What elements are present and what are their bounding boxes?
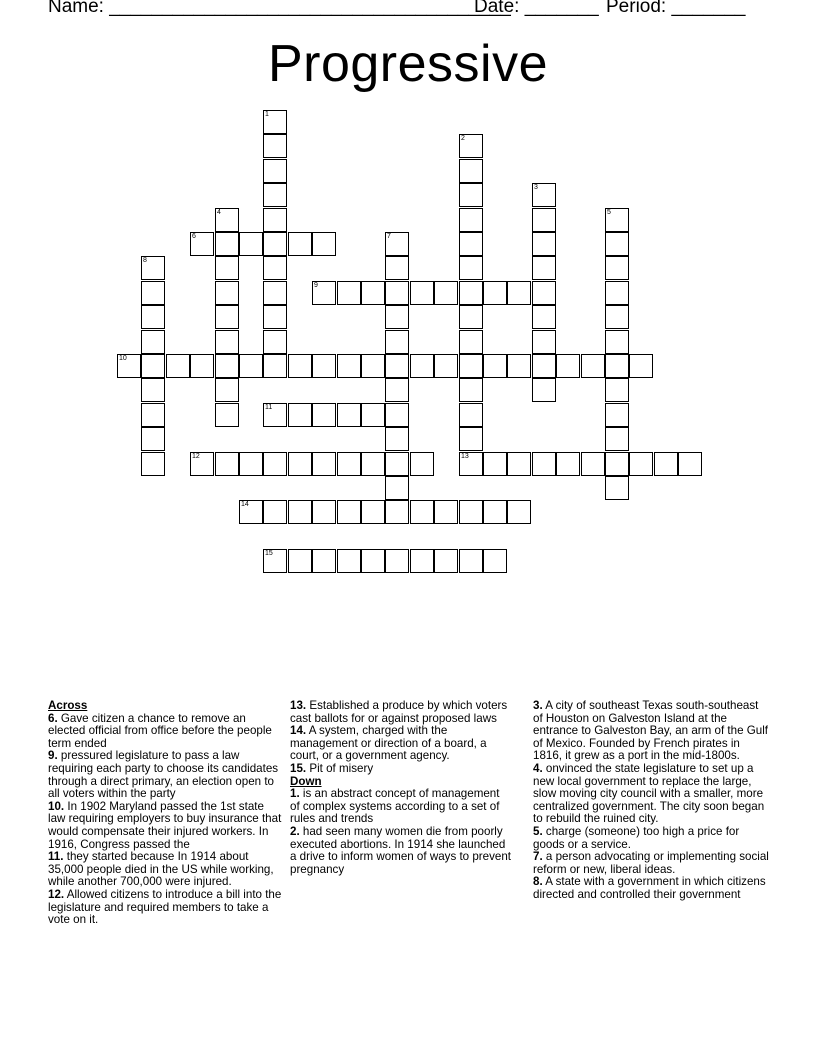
- clue-text: charge (someone) too high a price for goods or a service.: [533, 824, 740, 851]
- grid-cell[interactable]: [385, 281, 409, 305]
- grid-cell[interactable]: [459, 378, 483, 402]
- grid-cell[interactable]: [337, 452, 361, 476]
- clue-across-14: [290, 725, 512, 763]
- grid-cell[interactable]: [532, 378, 556, 402]
- clues-column-2: [290, 700, 512, 876]
- grid-cell[interactable]: [263, 549, 287, 573]
- clue-down-2: [290, 826, 512, 876]
- grid-cell[interactable]: [263, 232, 287, 256]
- grid-cell[interactable]: [312, 281, 336, 305]
- clue-number: 2.: [290, 824, 300, 838]
- grid-cell[interactable]: [532, 330, 556, 354]
- grid-cell[interactable]: [434, 354, 458, 378]
- grid-cell[interactable]: [141, 281, 165, 305]
- grid-cell[interactable]: [385, 232, 409, 256]
- grid-cell[interactable]: [556, 452, 580, 476]
- clue-text: Established a produce by which voters cast ballots for or against proposed laws: [290, 699, 508, 725]
- clue-number: 4.: [533, 761, 543, 775]
- grid-cell[interactable]: [239, 500, 263, 524]
- clue-number: 9.: [48, 749, 58, 763]
- grid-cell[interactable]: [141, 256, 165, 280]
- grid-cell[interactable]: [556, 354, 580, 378]
- grid-cell[interactable]: [385, 330, 409, 354]
- grid-cell[interactable]: [215, 305, 239, 329]
- clue-down-3: [533, 700, 769, 763]
- grid-cell[interactable]: [532, 183, 556, 207]
- clue-text: Gave citizen a chance to remove an elected official from office before the people term ended: [48, 711, 272, 750]
- cell-number: 9: [314, 282, 318, 289]
- grid-cell[interactable]: [459, 256, 483, 280]
- clue-text: In 1902 Maryland passed the 1st state law requiring employers to buy insurance that would compensate their injured workers. In 1916, Congress passed the: [48, 799, 282, 851]
- grid-cell[interactable]: [190, 354, 214, 378]
- grid-cell[interactable]: [410, 452, 434, 476]
- grid-cell[interactable]: [459, 183, 483, 207]
- grid-cell[interactable]: [215, 208, 239, 232]
- cell-number: 10: [119, 355, 127, 362]
- grid-cell[interactable]: [141, 403, 165, 427]
- grid-cell[interactable]: [215, 378, 239, 402]
- clues-column-1: [48, 700, 284, 927]
- grid-cell[interactable]: [459, 159, 483, 183]
- grid-cell[interactable]: [385, 427, 409, 451]
- grid-cell[interactable]: [507, 354, 531, 378]
- clue-number: 6.: [48, 711, 58, 725]
- grid-cell[interactable]: [410, 281, 434, 305]
- grid-cell[interactable]: [507, 452, 531, 476]
- grid-cell[interactable]: [141, 354, 165, 378]
- grid-cell[interactable]: [459, 281, 483, 305]
- grid-cell[interactable]: [166, 354, 190, 378]
- cell-number: 1: [265, 111, 269, 118]
- grid-cell[interactable]: [117, 354, 141, 378]
- grid-cell[interactable]: [263, 403, 287, 427]
- grid-cell[interactable]: [459, 549, 483, 573]
- clue-number: 8.: [533, 875, 543, 889]
- grid-cell[interactable]: [141, 330, 165, 354]
- clue-text: a person advocating or implementing social reform or new, liberal ideas.: [533, 850, 769, 876]
- grid-cell[interactable]: [288, 232, 312, 256]
- grid-cell[interactable]: [263, 208, 287, 232]
- grid-cell[interactable]: [288, 403, 312, 427]
- grid-cell[interactable]: [141, 427, 165, 451]
- grid-cell[interactable]: [190, 232, 214, 256]
- grid-cell[interactable]: [507, 500, 531, 524]
- grid-cell[interactable]: [410, 500, 434, 524]
- cell-number: 3: [534, 184, 538, 191]
- grid-cell[interactable]: [385, 500, 409, 524]
- clue-text: pressured legislature to pass a law requiring each party to choose its candidates through a direct primary, an election open to all voters within the party: [48, 749, 279, 801]
- cell-number: 13: [461, 453, 469, 460]
- grid-cell[interactable]: [385, 403, 409, 427]
- grid-cell[interactable]: [483, 500, 507, 524]
- grid-cell[interactable]: [483, 281, 507, 305]
- across-heading: Across: [48, 699, 88, 712]
- grid-cell[interactable]: [605, 330, 629, 354]
- clue-text: A state with a government in which citizens directed and controlled their government: [533, 875, 766, 901]
- clue-across-12: [48, 889, 284, 927]
- grid-cell[interactable]: [263, 354, 287, 378]
- clue-number: 10.: [48, 799, 65, 813]
- clue-text: Pit of misery: [309, 761, 374, 775]
- grid-cell[interactable]: [385, 256, 409, 280]
- grid-cell[interactable]: [263, 305, 287, 329]
- grid-cell[interactable]: [337, 500, 361, 524]
- grid-cell[interactable]: [459, 500, 483, 524]
- grid-cell[interactable]: [288, 452, 312, 476]
- grid-cell[interactable]: [605, 378, 629, 402]
- grid-cell[interactable]: [459, 208, 483, 232]
- grid-cell[interactable]: [141, 305, 165, 329]
- grid-cell[interactable]: [263, 330, 287, 354]
- grid-cell[interactable]: [312, 354, 336, 378]
- grid-cell[interactable]: [654, 452, 678, 476]
- name-field[interactable]: Name: ______________________________________: [48, 0, 511, 17]
- grid-cell[interactable]: [239, 232, 263, 256]
- clue-text: Allowed citizens to introduce a bill into the legislature and required members to take a vote on it.: [48, 887, 282, 927]
- grid-cell[interactable]: [385, 354, 409, 378]
- grid-cell[interactable]: [581, 354, 605, 378]
- grid-cell[interactable]: [629, 354, 653, 378]
- date-field[interactable]: Date: _______: [474, 0, 599, 17]
- clue-across-13: [290, 700, 512, 725]
- grid-cell[interactable]: [459, 354, 483, 378]
- cell-number: 11: [265, 404, 273, 411]
- grid-cell[interactable]: [532, 256, 556, 280]
- grid-cell[interactable]: [263, 452, 287, 476]
- grid-cell[interactable]: [361, 549, 385, 573]
- cell-number: 14: [241, 501, 249, 508]
- grid-cell[interactable]: [288, 500, 312, 524]
- clue-number: 1.: [290, 787, 300, 801]
- clue-text: A city of southeast Texas south-southeast of Houston on Galveston Island at the entrance to Galveston Bay, an arm of the Gulf of Mexico. Founded by French pirates in 1816, it grew as a port in the mid-1800s.: [533, 699, 769, 763]
- grid-cell[interactable]: [507, 281, 531, 305]
- down-heading: Down: [290, 774, 322, 788]
- grid-cell[interactable]: [629, 452, 653, 476]
- grid-cell[interactable]: [483, 354, 507, 378]
- grid-cell[interactable]: [385, 549, 409, 573]
- grid-cell[interactable]: [434, 281, 458, 305]
- grid-cell[interactable]: [288, 354, 312, 378]
- cell-number: 2: [461, 135, 465, 142]
- grid-cell[interactable]: [532, 232, 556, 256]
- grid-cell[interactable]: [337, 403, 361, 427]
- grid-cell[interactable]: [385, 452, 409, 476]
- grid-cell[interactable]: [532, 305, 556, 329]
- grid-cell[interactable]: [605, 452, 629, 476]
- clue-text: they started because In 1914 about 35,000 people died in the US while working, while another 700,000 were injured.: [48, 850, 274, 889]
- clue-across-10: [48, 801, 284, 851]
- grid-cell[interactable]: [532, 354, 556, 378]
- grid-cell[interactable]: [239, 354, 263, 378]
- grid-cell[interactable]: [361, 354, 385, 378]
- cell-number: 4: [217, 209, 221, 216]
- clue-across-11: [48, 851, 284, 889]
- grid-cell[interactable]: [581, 452, 605, 476]
- grid-cell[interactable]: [141, 452, 165, 476]
- grid-cell[interactable]: [215, 281, 239, 305]
- grid-cell[interactable]: [263, 110, 287, 134]
- clue-number: 5.: [533, 824, 543, 838]
- grid-cell[interactable]: [215, 256, 239, 280]
- clue-number: 15.: [290, 761, 307, 775]
- grid-cell[interactable]: [215, 330, 239, 354]
- grid-cell[interactable]: [459, 403, 483, 427]
- grid-cell[interactable]: [605, 476, 629, 500]
- clue-number: 3.: [533, 699, 543, 712]
- grid-cell[interactable]: [605, 232, 629, 256]
- cell-number: 8: [143, 257, 147, 264]
- grid-cell[interactable]: [605, 305, 629, 329]
- grid-cell[interactable]: [385, 378, 409, 402]
- clue-text: had seen many women die from poorly executed abortions. In 1914 she launched a drive to inform women of ways to prevent pregnancy: [290, 824, 512, 876]
- puzzle-title: Progressive: [267, 35, 549, 93]
- grid-cell[interactable]: [385, 476, 409, 500]
- cell-number: 15: [265, 550, 273, 557]
- grid-cell[interactable]: [361, 281, 385, 305]
- grid-cell[interactable]: [337, 281, 361, 305]
- clue-down-4: [533, 763, 769, 826]
- grid-cell[interactable]: [605, 208, 629, 232]
- grid-cell[interactable]: [190, 452, 214, 476]
- cell-number: 5: [607, 209, 611, 216]
- grid-cell[interactable]: [605, 427, 629, 451]
- grid-cell[interactable]: [459, 134, 483, 158]
- clue-number: 14.: [290, 724, 307, 738]
- clue-down-1: [290, 788, 512, 826]
- grid-cell[interactable]: [361, 500, 385, 524]
- grid-cell[interactable]: [434, 500, 458, 524]
- clue-text: A system, charged with the management or direction of a board, a court, or a government agency.: [290, 724, 487, 763]
- grid-cell[interactable]: [215, 403, 239, 427]
- grid-cell[interactable]: [288, 549, 312, 573]
- grid-cell[interactable]: [483, 452, 507, 476]
- period-field[interactable]: Period: _______: [606, 0, 746, 17]
- grid-cell[interactable]: [605, 281, 629, 305]
- clue-down-8: [533, 876, 769, 901]
- clue-number: 11.: [48, 850, 64, 864]
- grid-cell[interactable]: [263, 159, 287, 183]
- grid-cell[interactable]: [263, 281, 287, 305]
- grid-cell[interactable]: [410, 354, 434, 378]
- grid-cell[interactable]: [263, 256, 287, 280]
- grid-cell[interactable]: [312, 232, 336, 256]
- grid-cell[interactable]: [141, 378, 165, 402]
- grid-cell[interactable]: [532, 452, 556, 476]
- grid-cell[interactable]: [361, 403, 385, 427]
- grid-cell[interactable]: [263, 134, 287, 158]
- clue-number: 13.: [290, 699, 307, 712]
- grid-cell[interactable]: [678, 452, 702, 476]
- grid-cell[interactable]: [312, 403, 336, 427]
- grid-cell[interactable]: [434, 549, 458, 573]
- grid-cell[interactable]: [263, 500, 287, 524]
- grid-cell[interactable]: [312, 452, 336, 476]
- cell-number: 12: [192, 453, 200, 460]
- grid-cell[interactable]: [215, 452, 239, 476]
- clue-text: is an abstract concept of management of complex systems according to a set of rules and trends: [290, 787, 500, 826]
- clue-number: 7.: [533, 850, 543, 864]
- grid-cell[interactable]: [215, 354, 239, 378]
- grid-cell[interactable]: [483, 549, 507, 573]
- grid-cell[interactable]: [337, 549, 361, 573]
- grid-cell[interactable]: [459, 330, 483, 354]
- grid-cell[interactable]: [215, 232, 239, 256]
- clue-text: onvinced the state legislature to set up a new local government to replace the large, slow moving city council with a smaller, more centralized government. The city soon began to rebuild the ruined city.: [533, 761, 765, 826]
- clue-down-7: [533, 851, 769, 876]
- grid-cell[interactable]: [385, 305, 409, 329]
- grid-cell[interactable]: [361, 452, 385, 476]
- grid-cell[interactable]: [459, 232, 483, 256]
- cell-number: 7: [387, 233, 391, 240]
- grid-cell[interactable]: [239, 452, 263, 476]
- clue-number: 12.: [48, 887, 65, 901]
- cell-number: 6: [192, 233, 196, 240]
- grid-cell[interactable]: [459, 452, 483, 476]
- clues-column-3: [533, 700, 769, 902]
- grid-cell[interactable]: [459, 305, 483, 329]
- clue-down-5: [533, 826, 769, 851]
- grid-cell[interactable]: [410, 549, 434, 573]
- clue-across-9: [48, 750, 284, 800]
- clue-across-15: [290, 763, 512, 776]
- grid-cell[interactable]: [312, 549, 336, 573]
- clue-across-6: [48, 713, 284, 751]
- grid-cell[interactable]: [605, 403, 629, 427]
- grid-cell[interactable]: [532, 281, 556, 305]
- grid-cell[interactable]: [532, 208, 556, 232]
- grid-cell[interactable]: [263, 183, 287, 207]
- grid-cell[interactable]: [605, 354, 629, 378]
- grid-cell[interactable]: [605, 256, 629, 280]
- grid-cell[interactable]: [337, 354, 361, 378]
- grid-cell[interactable]: [312, 500, 336, 524]
- grid-cell[interactable]: [459, 427, 483, 451]
